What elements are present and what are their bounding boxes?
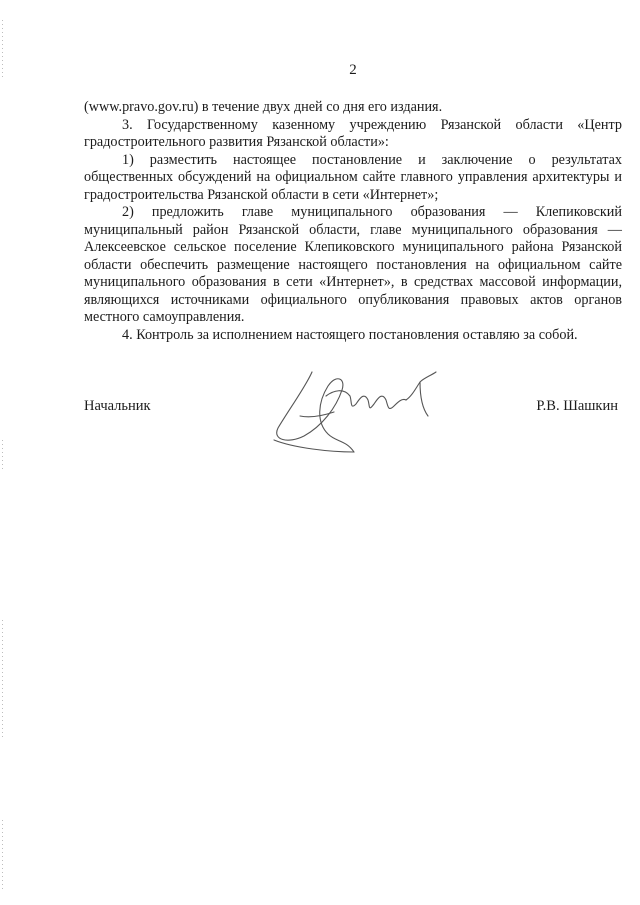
scan-edge-mark xyxy=(2,20,3,80)
paragraph-item-3: 3. Государственному казенному учреждению Рязанской области «Центр градостроительного развития Рязанской области»: xyxy=(84,116,622,150)
paragraph-subitem-2: 2) предложить главе муниципального образования — Клепиковский муниципальный район Рязанской области, главе муниципального образования — Алексеевское сельское поселение Клепиковского муниципального района Рязанской области обеспечить размещение настоящего постановления на официальном сайте муниципального образования в сети «Интернет», в средствах массовой информации, являющихся источниками официального опубликования правовых актов органов местного самоуправления. xyxy=(84,204,622,325)
scan-edge-mark xyxy=(2,440,3,470)
signatory-name: Р.В. Шашкин xyxy=(536,398,618,414)
handwritten-signature xyxy=(270,356,450,460)
page-number: 2 xyxy=(349,62,357,78)
signatory-title: Начальник xyxy=(84,398,151,414)
paragraph-continuation: (www.pravo.gov.ru) в течение двух дней со дня его издания. xyxy=(84,99,443,115)
scan-edge-mark xyxy=(2,620,3,740)
paragraph-item-4: 4. Контроль за исполнением настоящего постановления оставляю за собой. xyxy=(122,326,578,343)
scan-edge-mark xyxy=(2,820,3,890)
paragraph-subitem-1: 1) разместить настоящее постановление и заключение о результатах общественных обсуждений на официальном сайте главного управления архитектуры и градостроительства Рязанской области в сети «Интернет»; xyxy=(84,151,622,203)
document-body xyxy=(84,99,622,344)
